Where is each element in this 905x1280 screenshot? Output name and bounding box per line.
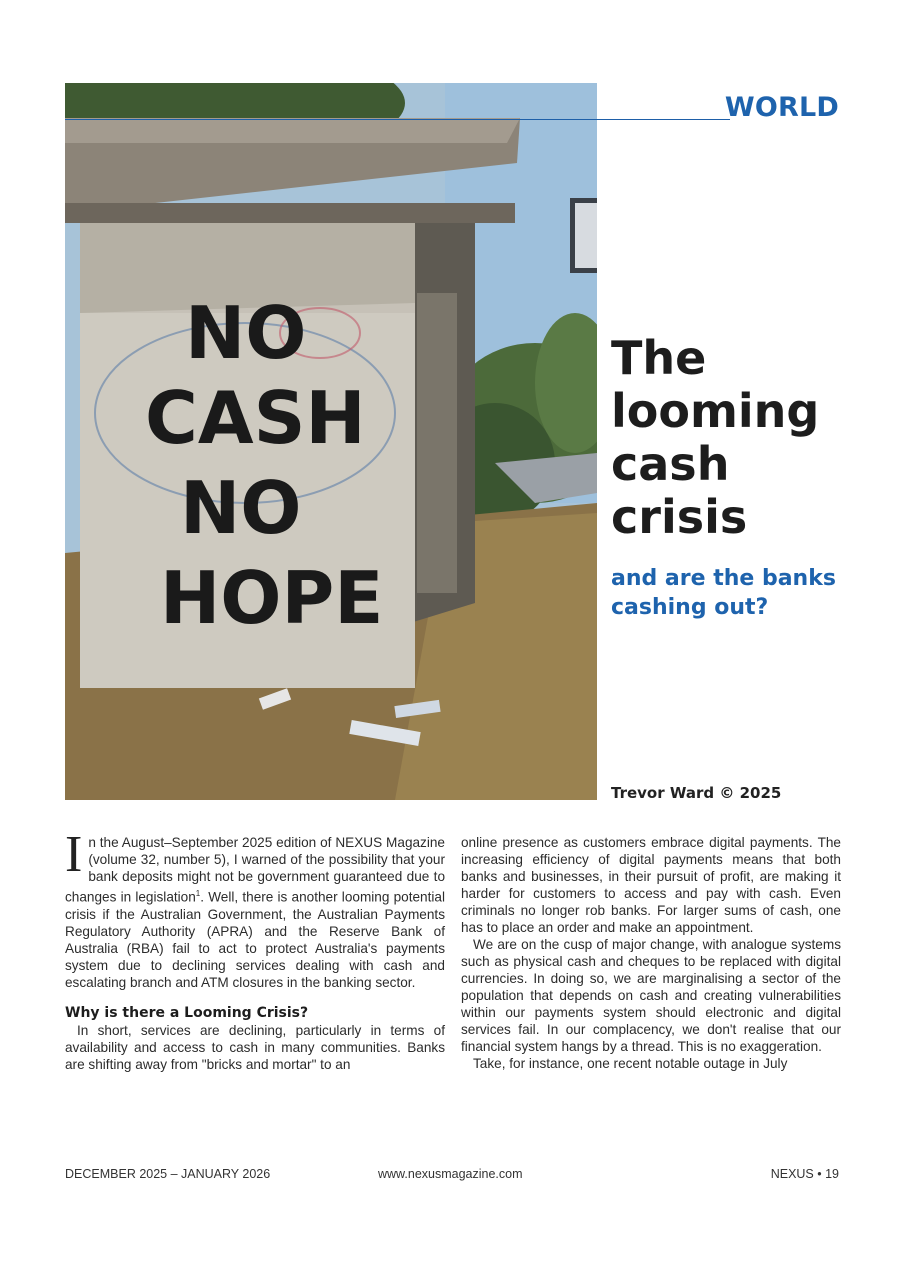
graffiti-line-1: NO — [185, 291, 307, 375]
footer-page-number: NEXUS • 19 — [770, 1167, 839, 1181]
paragraph: online presence as customers embrace digital payments. The increasing efficiency of digital payments means that both banks and businesses, in their pursuit of profit, are making it harder for customers to access and pay with cash. Even criminals no longer rob banks. For larger sums of cash, one has to place an order and make an appointment. — [461, 835, 841, 935]
drop-cap: I — [65, 826, 83, 883]
byline: Trevor Ward © 2025 — [611, 784, 782, 802]
article-title — [611, 332, 871, 544]
paragraph-intro — [65, 826, 445, 991]
paragraph: In short, services are declining, particularly in terms of availability and access to cash in many communities. Banks are shifting away from "bricks and mortar" to an — [65, 1022, 445, 1072]
body-column-right — [461, 834, 841, 1072]
graffiti-line-3: NO — [180, 466, 302, 550]
subtitle-line: and are the banks — [611, 566, 836, 591]
paragraph: Take, for instance, one recent notable outage in July — [473, 1056, 788, 1071]
body-column-left — [65, 826, 445, 1073]
title-line: looming — [611, 384, 820, 438]
subtitle-line: cashing out? — [611, 595, 769, 620]
graffiti-line-4: HOPE — [160, 556, 384, 640]
graffiti-line-2: CASH — [145, 376, 366, 460]
section-rule — [65, 119, 730, 120]
section-label: WORLD — [724, 92, 839, 123]
bus-shelter-graffiti-illustration — [65, 83, 597, 800]
intro-text: n the August–September 2025 edition of NEXUS Magazine (volume 32, number 5), I warned of the possibility that your bank deposits might not be government guaranteed due to changes in legislation — [65, 835, 445, 905]
paragraph: We are on the cusp of major change, with analogue systems such as physical cash and cheques to be replaced with digital currencies. In doing so, we are marginalising a sector of the population that depends on cash and creating vulnerabilities within our payments system should electronic and digital services fail. In our complacency, we don't realise that our financial system hangs by a thread. This is no exaggeration. — [461, 937, 841, 1054]
footer-website[interactable]: www.nexusmagazine.com — [378, 1167, 523, 1181]
title-line: The — [611, 331, 707, 385]
title-line: crisis — [611, 490, 748, 544]
article-subtitle — [611, 564, 861, 622]
title-line: cash — [611, 437, 730, 491]
article-photo — [65, 83, 597, 800]
footer-issue: DECEMBER 2025 – JANUARY 2026 — [65, 1167, 271, 1181]
section-heading: Why is there a Looming Crisis? — [65, 1004, 309, 1021]
intro-text-rest: . Well, there is another looming potential crisis if the Australian Government, the Australian Payments Regulatory Authority (APRA) and the Reserve Bank of Australia (RBA) fail to act to protect Australia's payments system due to declining services dealing with cash and escalating branch and ATM closures in the banking sector. — [65, 889, 445, 990]
footnote-ref: 1 — [195, 889, 201, 898]
